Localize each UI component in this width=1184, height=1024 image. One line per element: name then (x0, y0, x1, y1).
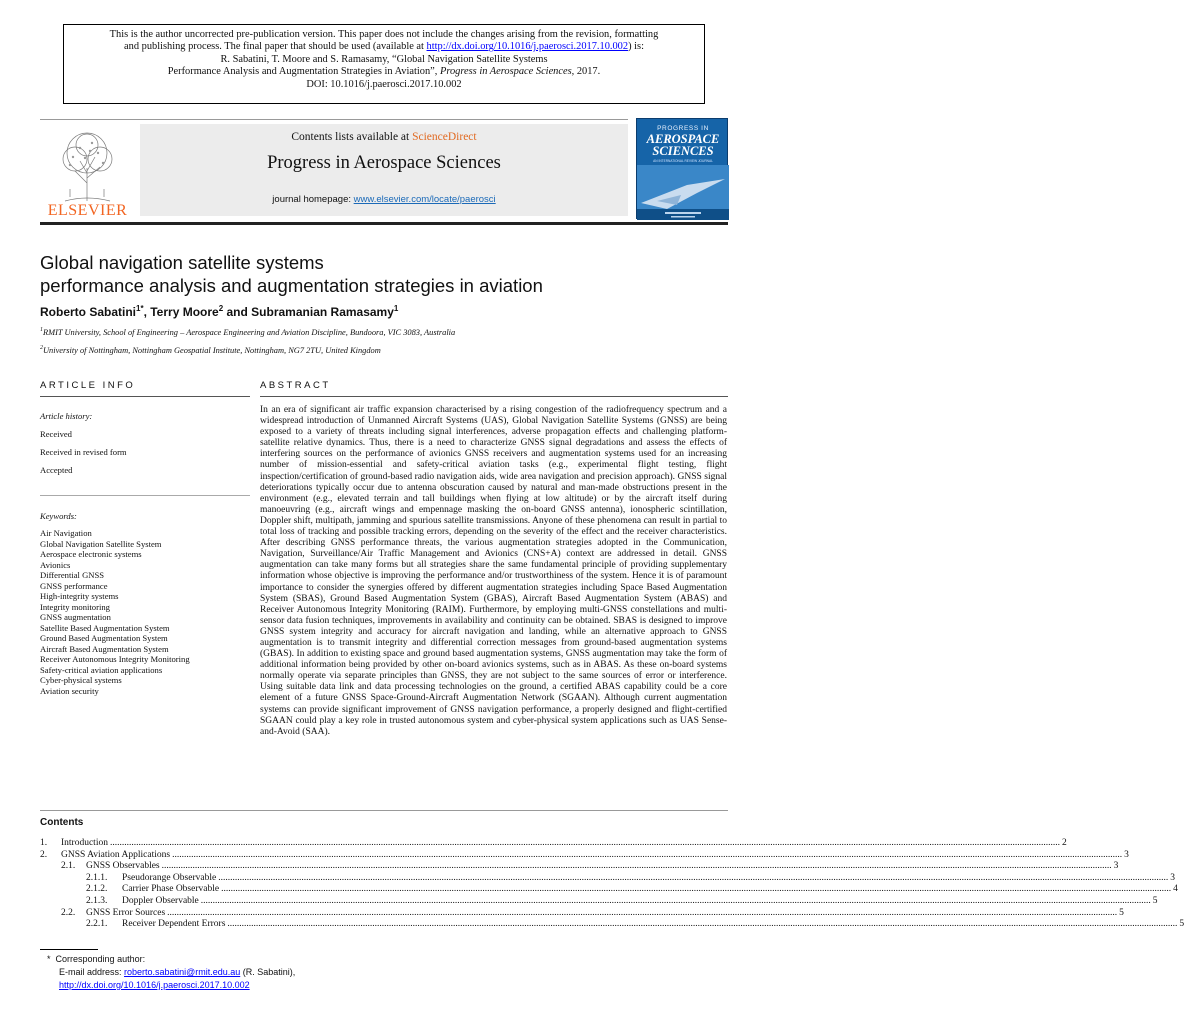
toc-label: GNSS Error Sources (86, 907, 166, 918)
toc-page: 5 (1119, 907, 1124, 918)
keyword: Cyber-physical systems (40, 675, 122, 685)
notice-line-4-end: 2017. (574, 66, 601, 78)
author-3: and Subramanian Ramasamy (223, 305, 394, 319)
received-date: Received (40, 429, 72, 439)
toc-leader: ................................................................................................................................................................................................................................................................................................................................................................................................................ (172, 849, 1123, 860)
toc-page: 3 (1124, 849, 1129, 860)
notice-doi-link[interactable]: http://dx.doi.org/10.1016/j.paerosci.2017.10.002 (426, 41, 629, 53)
toc-page: 2 (1061, 838, 1067, 848)
keyword: Aviation security (40, 685, 99, 696)
toc-label: Receiver Dependent Errors (122, 919, 226, 930)
affiliation-1-text: RMIT University, School of Engineering – Aerospace Engineering and Aviation Discipline, Bundoora, VIC 3083, Australia (43, 327, 456, 337)
toc-label: GNSS Observables (86, 861, 160, 872)
keyword: Global Navigation Satellite System (40, 538, 162, 549)
banner-top-rule (40, 119, 628, 120)
homepage-link[interactable]: www.elsevier.com/locate/paerosci (353, 194, 496, 205)
notice-line-2-text: and publishing process. The final paper that should be used (available at (124, 41, 427, 53)
author-1-mark: 1* (136, 304, 144, 313)
keyword: Receiver Autonomous Integrity Monitoring (40, 654, 190, 664)
email-label: E-mail address: (59, 967, 125, 977)
paper-title-line-2: performance analysis and augmentation strategies in aviation (40, 275, 543, 296)
toc-label: Introduction (61, 838, 108, 848)
notice-line-3: R. Sabatini, T. Moore and S. Ramasamy, “Global Navigation Satellite Systems (220, 53, 548, 65)
toc-label: GNSS Aviation Applications (61, 849, 171, 860)
toc-number: 2.2. (61, 907, 76, 918)
author-2-mark: 2 (218, 304, 224, 313)
toc-item[interactable] (40, 919, 1184, 931)
footnote-line-1 (47, 953, 295, 966)
keyword: Safety-critical aviation applications (40, 664, 163, 675)
toc-page: 5 (1179, 919, 1184, 930)
abstract-heading: ABSTRACT (260, 380, 331, 391)
contents-available-text: Contents lists available at (291, 131, 413, 143)
paper-title-line-1: Global navigation satellite systems (40, 252, 324, 273)
cover-title-2: SCIENCES (652, 144, 714, 158)
keyword: Air Navigation (40, 528, 92, 538)
author-list (40, 304, 398, 319)
table-of-contents (40, 838, 1184, 931)
author-2: , Terry Moore (143, 305, 219, 319)
author-1: Roberto Sabatini (40, 305, 137, 319)
article-info-heading: ARTICLE INFO (40, 380, 136, 391)
footnote-mark: * (47, 954, 51, 964)
contents-heading: Contents (40, 817, 84, 828)
sciencedirect-link[interactable]: ScienceDirect (412, 131, 477, 143)
footnote-rule (40, 949, 98, 950)
cover-top-text: PROGRESS IN (657, 125, 709, 132)
toc-leader: ................................................................................................................................................................................................................................................................................................................................................................................................................ (218, 872, 1169, 883)
keyword: Avionics (40, 559, 71, 570)
affiliation-2-mark: 2 (40, 345, 43, 351)
toc-number: 1. (40, 838, 48, 848)
banner-bottom-rule (40, 222, 728, 225)
corresponding-author-footnote (47, 953, 295, 992)
footnote-line-2 (47, 966, 295, 979)
toc-leader: ................................................................................................................................................................................................................................................................................................................................................................................................................ (227, 919, 1178, 930)
abstract-bottom-rule (40, 810, 728, 811)
notice-line-5: DOI: 10.1016/j.paerosci.2017.10.002 (306, 78, 462, 90)
affiliation-1 (40, 327, 455, 337)
keyword: GNSS augmentation (40, 612, 111, 622)
email-owner: (R. Sabatini), (240, 967, 296, 977)
cover-title (637, 133, 729, 157)
notice-line-4-text: Performance Analysis and Augmentation Strategies in Aviation”, (167, 66, 440, 78)
toc-number: 2.2.1. (86, 919, 108, 930)
toc-item[interactable] (40, 838, 1067, 850)
toc-label: Carrier Phase Observable (122, 884, 220, 895)
article-history-label: Article history: (40, 411, 93, 421)
revised-date: Received in revised form (40, 447, 127, 457)
email-link[interactable]: roberto.sabatini@rmit.edu.au (124, 967, 241, 977)
toc-label: Pseudorange Observable (122, 872, 217, 883)
notice-line-2 (72, 41, 696, 53)
toc-number: 2.1.3. (86, 895, 108, 906)
prepublication-notice (63, 24, 705, 104)
toc-leader: ................................................................................................................................................................................................................................................................................................................................................................................................................ (200, 895, 1151, 906)
toc-item[interactable] (40, 849, 1129, 862)
cover-subtitle: AN INTERNATIONAL REVIEW JOURNAL (653, 159, 713, 163)
keyword: Satellite Based Augmentation System (40, 622, 170, 633)
toc-label: Doppler Observable (122, 895, 199, 906)
toc-number: 2.1.1. (86, 872, 108, 883)
toc-item[interactable] (40, 861, 1119, 873)
accepted-date: Accepted (40, 465, 73, 475)
toc-item[interactable] (40, 907, 1124, 920)
toc-item[interactable] (40, 872, 1175, 885)
keyword: Differential GNSS (40, 570, 105, 580)
keyword: High-integrity systems (40, 591, 119, 601)
toc-item[interactable] (40, 884, 1178, 896)
abstract-rule (260, 396, 728, 397)
footnote-label: Corresponding author: (55, 954, 146, 964)
article-info-rule (40, 396, 250, 397)
author-3-mark: 1 (393, 304, 399, 313)
publisher-name: ELSEVIER (47, 202, 128, 219)
affiliation-2 (40, 345, 381, 355)
keyword: Integrity monitoring (40, 601, 110, 612)
homepage-label: journal homepage: (272, 194, 354, 205)
journal-cover (636, 118, 728, 219)
toc-page: 3 (1113, 861, 1119, 872)
abstract-text: In an era of significant air traffic expansion characterised by a rising congestion of the radiofrequency spectrum and a widespread introduction of Unmanned Aircraft Systems (UAS), Global Navigation Satellite Systems (GNSS) are being exposed to a variety of threats including signal interferences, adverse propagation effects and challenging platform-satellite relative dynamics. Thus, there is a need to characterize GNSS signal degradations and assess the effects of interfering sources on the performance of avionics GNSS receivers and augmentation systems used for an increasing number of mission-essential and safety-critical aviation tasks (e.g., experimental flight testing, flight inspection/certification of ground-based radio navigation aids, wide area navigation and precision approach). GNSS signal deteriorations typically occur due to antenna obscuration caused by natural and man-made obstructions present in the environment (e.g., elevated terrain and tall buildings when flying at low altitude) or by the aircraft itself during manoeuvring (e.g., aircraft wings and empennage masking the on-board GNSS antenna), ionospheric scintillation, Doppler shift, multipath, jamming and spurious satellite transmissions. Anyone of these phenomena can result in partial to total loss of tracking and possible tracking errors, depending on the severity of the effect and the receiver characteristics. After describing GNSS performance threats, the various augmentation strategies adopted in the Communication, Navigation, Surveillance/Air Traffic Management and Avionics (CNS+A) context are addressed in detail. GNSS augmentation can take many forms but all strategies share the same fundamental principle of providing supplementary information whose objective is improving the performance and/or trustworthiness of the system. Hence it is of paramount importance to consider the synergies offered by different augmentation strategies including Space Based Augmentation System (SBAS), Ground Based Augmentation System (GBAS), Aircraft Based Augmentation System (ABAS) and Receiver Autonomous Integrity Monitoring (RAIM). Furthermore, by employing multi-GNSS constellations and multi-sensor data fusion techniques, improvements in availability and continuity can be obtained. SBAS is designed to improve GNSS system integrity and accuracy for aircraft navigation and landing, while an alternative approach to GNSS augmentation is to transmit integrity and differential correction messages from ground-based augmentation systems (GBAS). In addition to existing space and ground based augmentation systems, GNSS augmentation may take the form of additional information being provided by other on-board avionics systems, such as in ABAS. As these on-board systems normally operate via separate principles than GNSS, they are not subject to the same sources of error or interference. Using suitable data link and data processing technologies on the ground, a certified ABAS capability could be a core element of a future GNSS Space-Ground-Aircraft Augmentation Network (SGAAN). Although current augmentation systems can provide significant improvement of GNSS navigation performance, a properly designed and flight-certified SGAAN could play a key role in trusted autonomous system and cyber-physical system applications such as UAS Sense-and-Avoid (SAA). (260, 405, 727, 737)
toc-number: 2.1. (61, 861, 76, 872)
contents-available (140, 131, 628, 143)
footnote-doi-link[interactable]: http://dx.doi.org/10.1016/j.paerosci.2017.10.002 (59, 980, 250, 990)
paper-title (40, 251, 740, 297)
toc-item[interactable] (40, 895, 1158, 908)
toc-leader: ................................................................................................................................................................................................................................................................................................................................................................................................................ (221, 884, 1172, 895)
keywords-label: Keywords: (40, 511, 77, 521)
keyword: Aerospace electronic systems (40, 549, 142, 559)
toc-leader: ................................................................................................................................................................................................................................................................................................................................................................................................................ (167, 907, 1118, 918)
history-rule (40, 495, 250, 496)
notice-journal: Progress in Aerospace Sciences, (439, 66, 575, 78)
affiliation-2-text: University of Nottingham, Nottingham Geospatial Institute, Nottingham, NG7 2TU, United Kingdom (43, 345, 381, 355)
toc-page: 3 (1170, 872, 1175, 883)
cover-title-1: AEROSPACE (646, 132, 720, 146)
keyword: Ground Based Augmentation System (40, 633, 168, 643)
toc-leader: ................................................................................................................................................................................................................................................................................................................................................................................................................ (109, 838, 1060, 848)
notice-line-4 (72, 66, 696, 78)
notice-line-2-end: ) is: (628, 41, 644, 53)
toc-number: 2. (40, 849, 48, 860)
keyword-list (40, 528, 190, 696)
toc-page: 4 (1173, 884, 1178, 895)
journal-title: Progress in Aerospace Sciences (267, 153, 501, 173)
toc-number: 2.1.2. (86, 884, 108, 895)
keyword: GNSS performance (40, 580, 108, 591)
toc-page: 5 (1152, 895, 1158, 906)
cover-aircraft-image (637, 165, 729, 220)
notice-line-1: This is the author uncorrected pre-publication version. This paper does not include the changes arising from the revision, formatting (109, 29, 659, 40)
footnote-line-3 (47, 979, 295, 992)
journal-homepage (140, 194, 628, 205)
affiliation-1-mark: 1 (40, 327, 43, 333)
keyword: Aircraft Based Augmentation System (40, 643, 169, 654)
toc-leader: ................................................................................................................................................................................................................................................................................................................................................................................................................ (161, 861, 1112, 872)
